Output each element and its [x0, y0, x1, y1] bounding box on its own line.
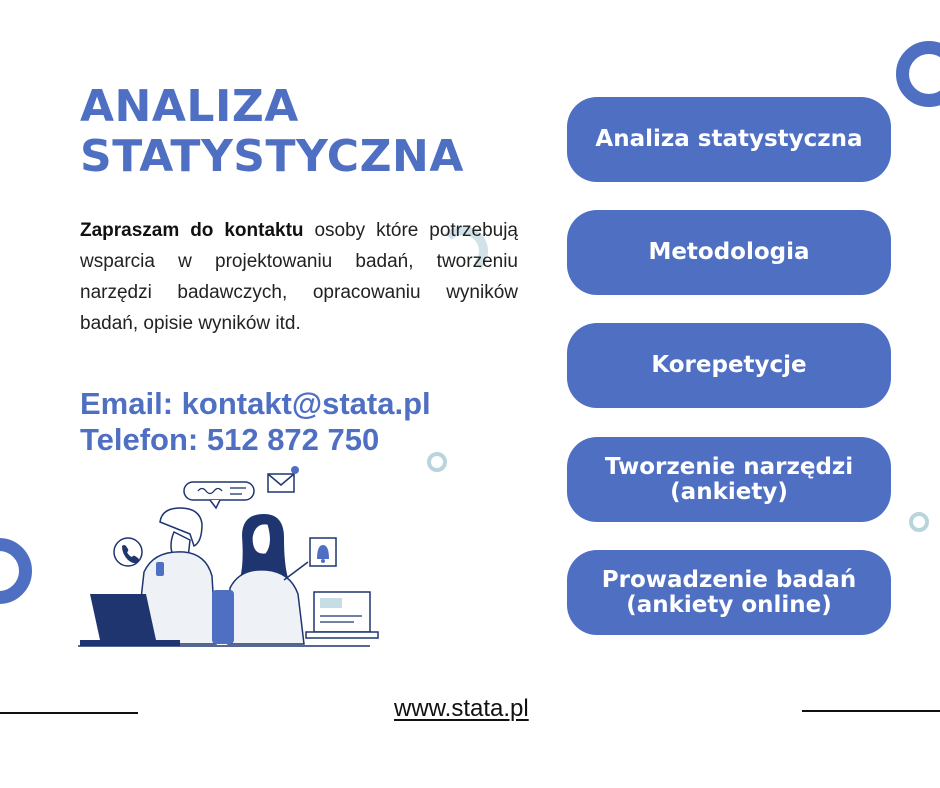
service-label: Prowadzenie badań (ankiety online): [601, 566, 857, 618]
service-label: Analiza statystyczna: [595, 126, 863, 152]
footer-rule-right: [802, 710, 940, 712]
service-korepetycje[interactable]: [567, 323, 891, 408]
title-line-2: STATYSTYCZNA: [80, 131, 464, 182]
intro-paragraph: [80, 215, 518, 339]
phone-icon: [114, 538, 142, 566]
chat-bubble-icon: [184, 482, 254, 508]
service-analiza-statystyczna[interactable]: [567, 97, 891, 182]
decorative-ring-left: [0, 538, 32, 604]
service-prowadzenie-badan[interactable]: [567, 550, 891, 635]
service-tworzenie-narzedzi[interactable]: [567, 437, 891, 522]
people-at-computers-illustration: [70, 462, 390, 654]
decorative-small-ring-right: [909, 512, 929, 532]
envelope-icon: [268, 466, 299, 492]
service-metodologia[interactable]: [567, 210, 891, 295]
bell-icon: [310, 538, 336, 566]
chair: [212, 590, 234, 644]
contact-phone[interactable]: Telefon: 512 872 750: [80, 422, 380, 457]
intro-bold: Zapraszam do kontaktu: [80, 220, 304, 241]
decorative-ring-top-right: [896, 41, 940, 107]
service-label: Tworzenie narzędzi (ankiety): [604, 453, 854, 505]
title-line-1: ANALIZA: [80, 81, 299, 132]
page-title: [80, 82, 500, 182]
website-link[interactable]: www.stata.pl: [394, 695, 529, 722]
service-label: Korepetycje: [651, 352, 807, 378]
intro-text: osoby które potrzebują wsparcia w projektowaniu badań, tworzeniu narzędzi badawczych, opracowaniu wyników badań, opisie wyników itd.: [80, 220, 518, 334]
woman-figure: [228, 514, 308, 644]
contact-block: [80, 386, 431, 458]
footer-rule-left: [0, 712, 138, 714]
laptop-right: [306, 592, 378, 638]
service-label: Metodologia: [648, 239, 810, 265]
contact-email[interactable]: Email: kontakt@stata.pl: [80, 386, 431, 421]
